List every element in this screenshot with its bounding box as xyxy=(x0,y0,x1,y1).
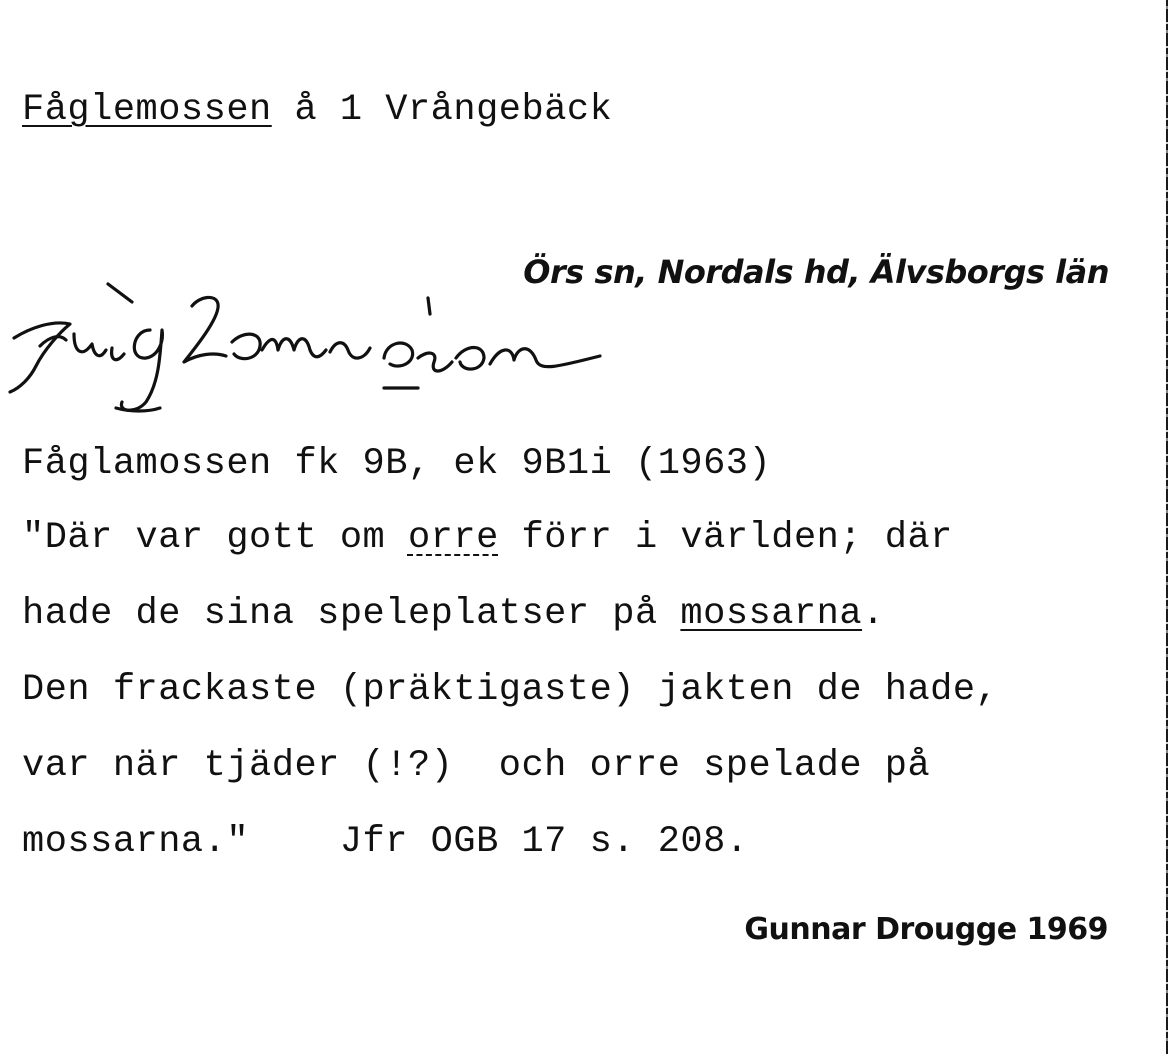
signature-line: Gunnar Drougge 1969 xyxy=(744,912,1108,947)
word-orre: orre xyxy=(407,517,499,559)
body-line-2-part-c: förr i världen; där xyxy=(498,517,953,559)
card-title xyxy=(22,89,613,131)
body-line-5: var när tjäder (!?) och orre spelade på xyxy=(22,745,931,787)
handwritten-pronunciation xyxy=(0,280,640,430)
card-edge xyxy=(1166,0,1168,1054)
word-mossarna: mossarna xyxy=(680,593,863,635)
body-line-3 xyxy=(22,593,885,635)
place-location: å 1 Vrångebäck xyxy=(271,89,613,131)
body-line-2-part-a: "Där var gott om xyxy=(22,517,408,559)
body-line-6: mossarna." Jfr OGB 17 s. 208. xyxy=(22,821,749,863)
body-line-4: Den frackaste (präktigaste) jakten de hade, xyxy=(22,669,999,711)
body-line-3-part-c: . xyxy=(862,593,885,635)
body-line-2 xyxy=(22,517,953,559)
parish-line: Örs sn, Nordals hd, Älvsborgs län xyxy=(523,253,1109,291)
place-name: Fåglemossen xyxy=(22,89,272,131)
body-line-3-part-a: hade de sina speleplatser på xyxy=(22,593,681,635)
body-line-1: Fåglamossen fk 9B, ek 9B1i (1963) xyxy=(22,443,772,485)
